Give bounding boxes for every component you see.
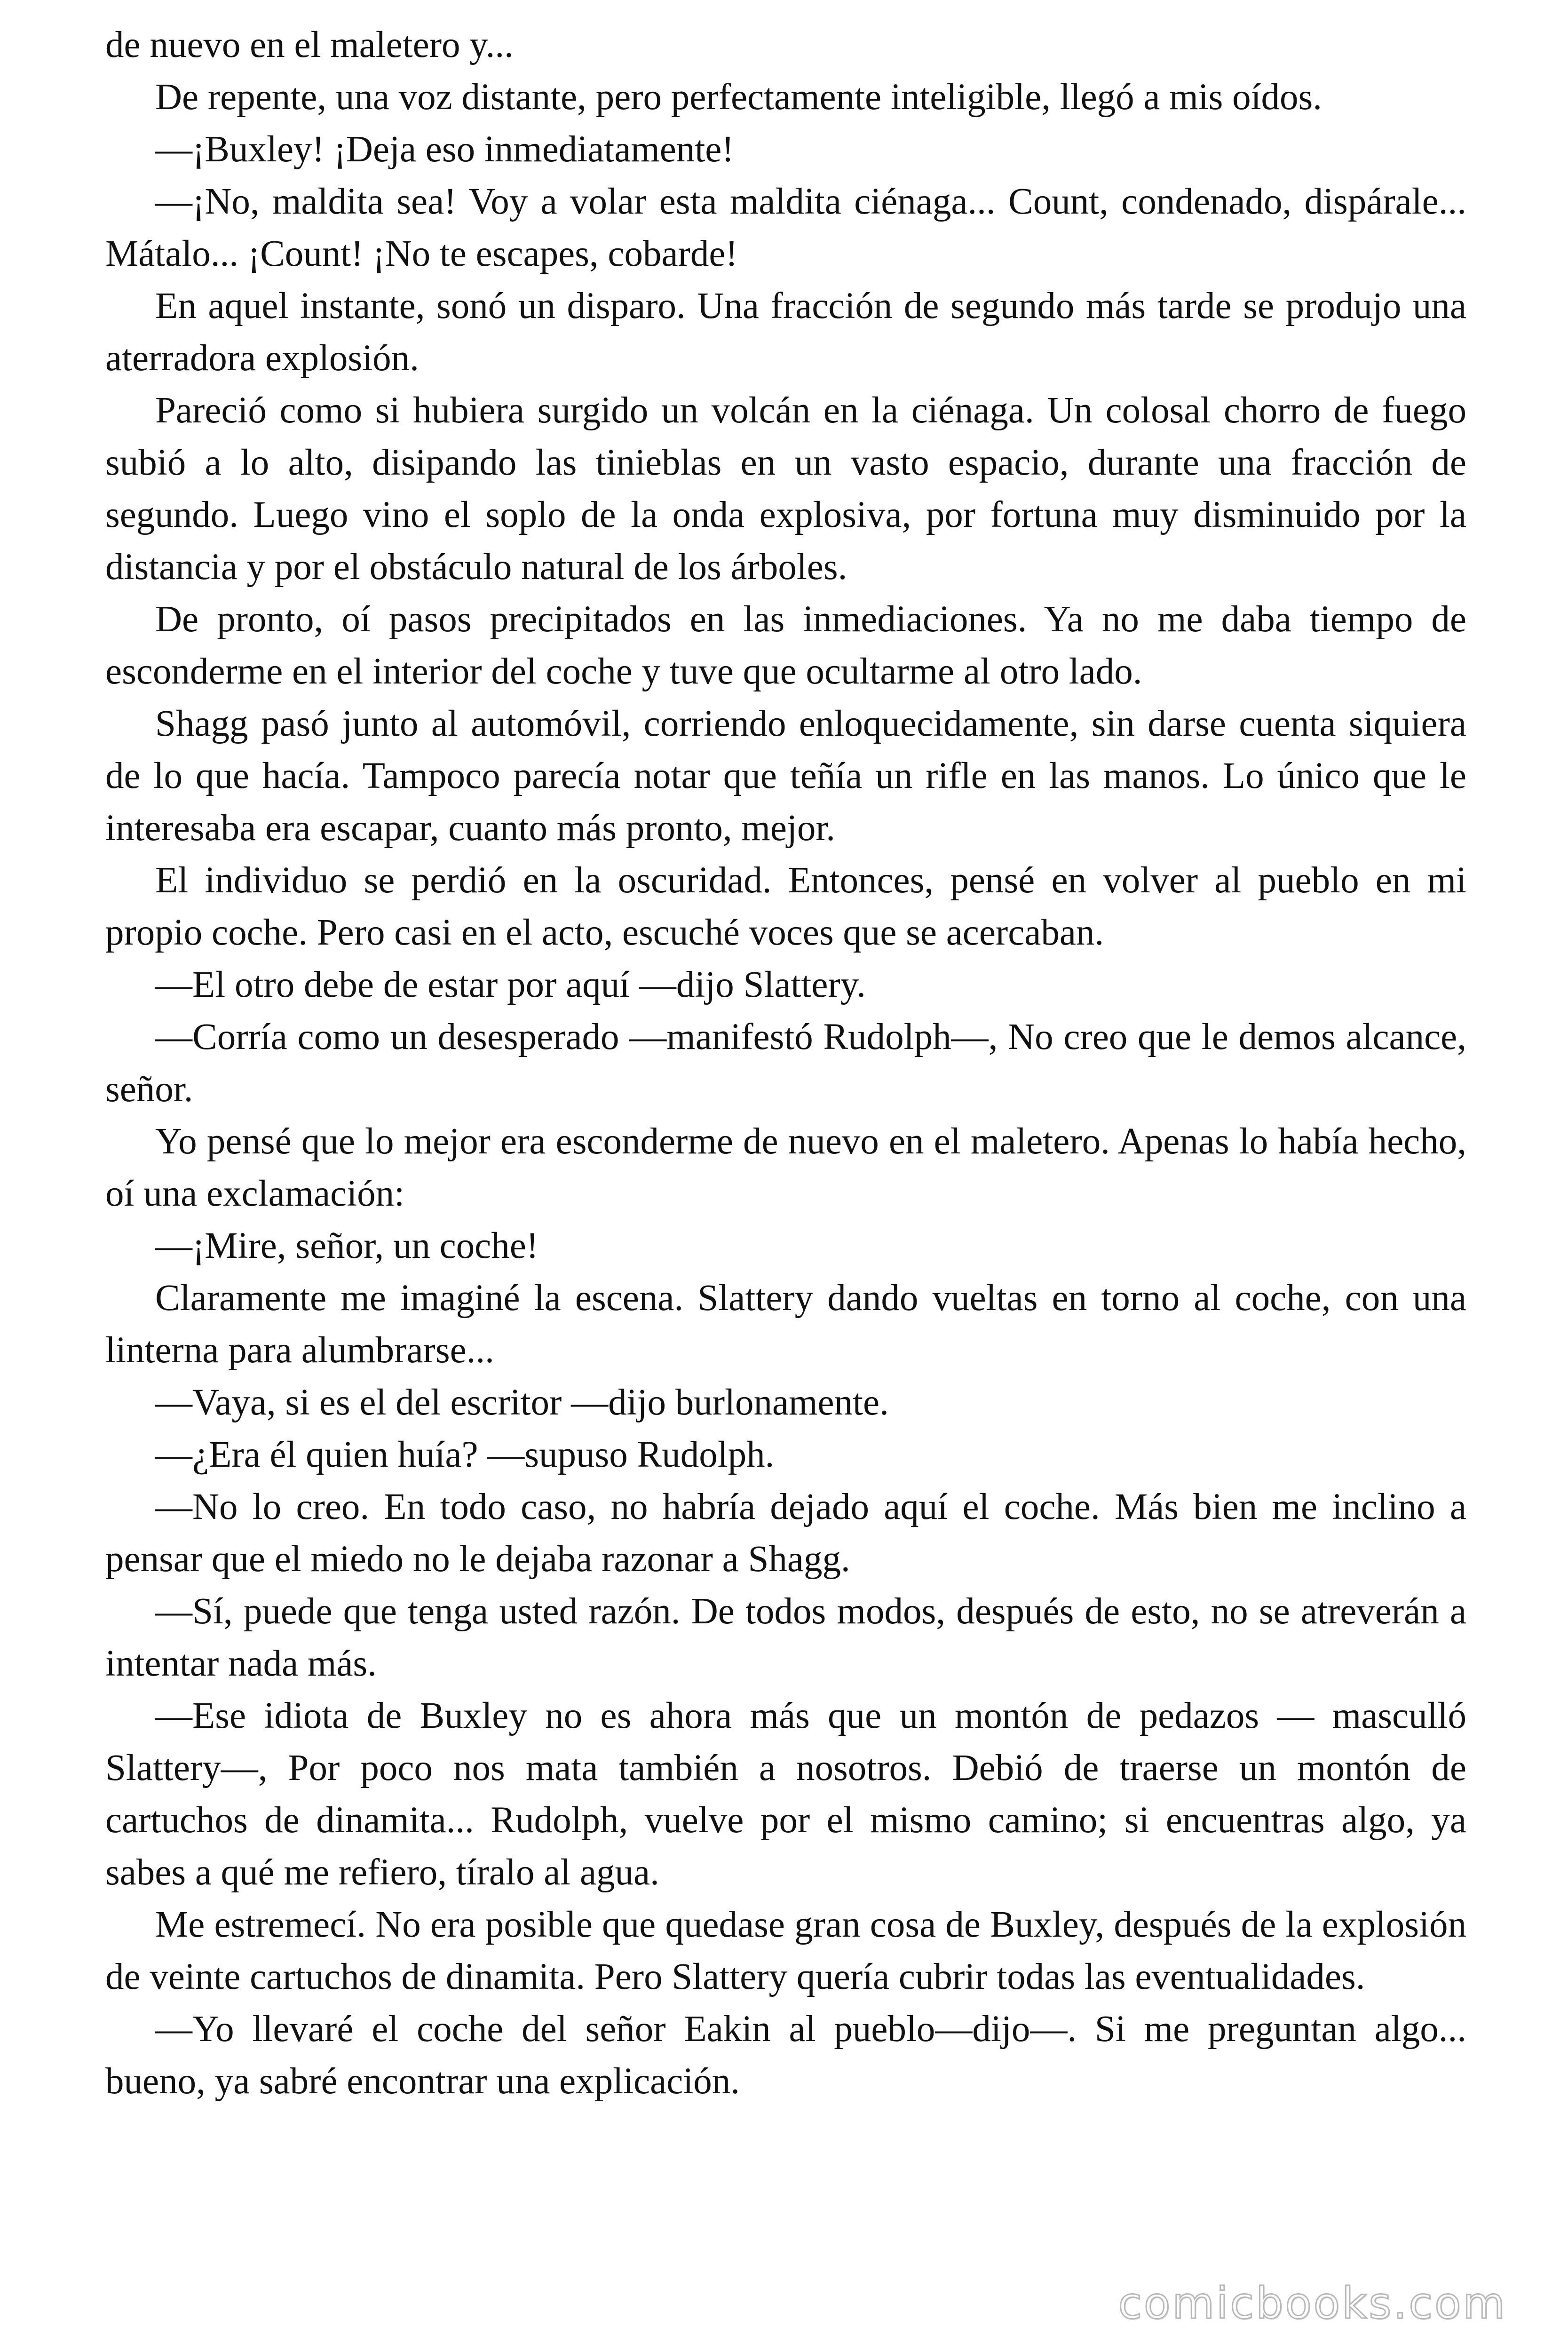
paragraph: Pareció como si hubiera surgido un volcán en la ciénaga. Un colosal chorro de fuego subió a lo alto, disipando las tinieblas en un vasto espacio, durante una fracción de segundo. Luego vino el soplo de la onda explosiva, por fortuna muy disminuido por la distancia y por el obstáculo natural de los árboles. bbox=[105, 390, 1466, 588]
paragraph: De repente, una voz distante, pero perfectamente inteligible, llegó a mis oídos. bbox=[155, 77, 1323, 118]
paragraph: Me estremecí. No era posible que quedase gran cosa de Buxley, después de la explosión de veinte cartuchos de dinamita. Pero Slattery quería cubrir todas las eventualidades. bbox=[105, 1904, 1466, 1997]
paragraph: —Ese idiota de Buxley no es ahora más que un montón de pedazos — masculló Slattery—, Por poco nos mata también a nosotros. Debió de traerse un montón de cartuchos de dinamita... Rudolph, vuelve por el mismo camino; si encuentras algo, ya sabes a qué me refiero, tíralo al agua. bbox=[105, 1695, 1466, 1893]
paragraph: El individuo se perdió en la oscuridad. Entonces, pensé en volver al pueblo en mi propio coche. Pero casi en el acto, escuché voces que se acercaban. bbox=[105, 860, 1466, 953]
paragraph: —¡Mire, señor, un coche! bbox=[155, 1225, 539, 1266]
paragraph: De pronto, oí pasos precipitados en las inmediaciones. Ya no me daba tiempo de esconderme en el interior del coche y tuve que ocultarme al otro lado. bbox=[105, 599, 1466, 692]
paragraph: —¿Era él quien huía? —supuso Rudolph. bbox=[155, 1434, 775, 1475]
paragraph: —No lo creo. En todo caso, no habría dejado aquí el coche. Más bien me inclino a pensar que el miedo no le dejaba razonar a Shagg. bbox=[105, 1486, 1466, 1580]
paragraph: Shagg pasó junto al automóvil, corriendo enloquecidamente, sin darse cuenta siquiera de lo que hacía. Tampoco parecía notar que teñía un rifle en las manos. Lo único que le interesaba era escapar, cuanto más pronto, mejor. bbox=[105, 703, 1466, 849]
paragraph: —Vaya, si es el del escritor —dijo burlonamente. bbox=[155, 1382, 889, 1423]
watermark: comicbooks.com bbox=[1118, 2278, 1507, 2328]
paragraph: —¡Buxley! ¡Deja eso inmediatamente! bbox=[155, 129, 734, 170]
paragraph: En aquel instante, sonó un disparo. Una fracción de segundo más tarde se produjo una aterradora explosión. bbox=[105, 286, 1466, 379]
paragraph: —Yo llevaré el coche del señor Eakin al pueblo—dijo—. Si me preguntan algo... bueno, ya sabré encontrar una explicación. bbox=[105, 2009, 1466, 2102]
paragraph: —Sí, puede que tenga usted razón. De todos modos, después de esto, no se atreverán a intentar nada más. bbox=[105, 1591, 1466, 1684]
paragraph: de nuevo en el maletero y... bbox=[105, 24, 514, 65]
paragraph: Claramente me imaginé la escena. Slattery dando vueltas en torno al coche, con una linterna para alumbrarse... bbox=[105, 1278, 1466, 1371]
paragraph: —El otro debe de estar por aquí —dijo Slattery. bbox=[155, 964, 866, 1005]
paragraph: —Corría como un desesperado —manifestó Rudolph—, No creo que le demos alcance, señor. bbox=[105, 1017, 1466, 1110]
paragraph: —¡No, maldita sea! Voy a volar esta maldita ciénaga... Count, condenado, dispárale... Mátalo... ¡Count! ¡No te escapes, cobarde! bbox=[105, 181, 1466, 274]
paragraph: Yo pensé que lo mejor era esconderme de nuevo en el maletero. Apenas lo había hecho, oí una exclamación: bbox=[105, 1121, 1466, 1214]
page-text bbox=[105, 19, 1466, 2107]
